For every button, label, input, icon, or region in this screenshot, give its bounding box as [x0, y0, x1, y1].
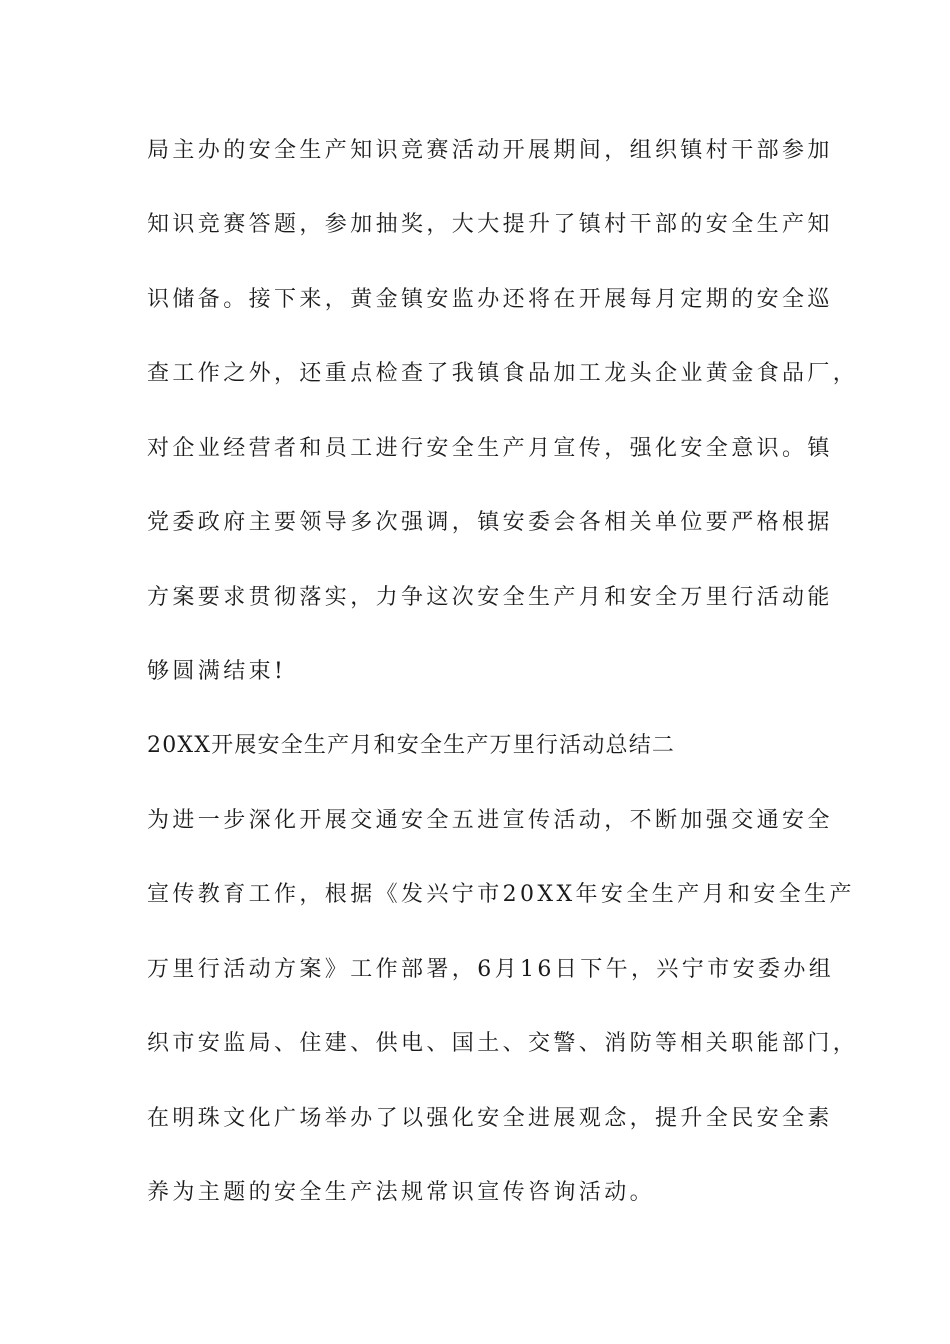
paragraph-line: 对企业经营者和员工进行安全生产月宣传，强化安全意识。镇: [147, 436, 833, 461]
paragraph-line: 为进一步深化开展交通安全五进宣传活动，不断加强交通安全: [147, 808, 833, 833]
paragraph-line: 万里行活动方案》工作部署，6月16日下午，兴宁市安委办组: [147, 957, 835, 982]
paragraph-line: 党委政府主要领导多次强调，镇安委会各相关单位要严格根据: [147, 510, 833, 535]
paragraph-line: 识储备。接下来，黄金镇安监办还将在开展每月定期的安全巡: [147, 287, 833, 312]
paragraph-line: 知识竞赛答题，参加抽奖，大大提升了镇村干部的安全生产知: [147, 212, 833, 237]
section-heading: 20XX开展安全生产月和安全生产万里行活动总结二: [147, 733, 676, 758]
paragraph-line: 养为主题的安全生产法规常识宣传咨询活动。: [147, 1180, 656, 1205]
paragraph-line: 方案要求贯彻落实，力争这次安全生产月和安全万里行活动能: [147, 585, 833, 610]
paragraph-line: 够圆满结束!: [147, 659, 287, 684]
paragraph-line: 织市安监局、住建、供电、国土、交警、消防等相关职能部门，: [147, 1031, 859, 1056]
paragraph-line: 查工作之外，还重点检查了我镇食品加工龙头企业黄金食品厂，: [147, 361, 859, 386]
paragraph-line: 宣传教育工作，根据《发兴宁市20XX年安全生产月和安全生产: [147, 882, 855, 907]
paragraph-line: 局主办的安全生产知识竞赛活动开展期间，组织镇村干部参加: [147, 138, 833, 163]
paragraph-line: 在明珠文化广场举办了以强化安全进展观念，提升全民安全素: [147, 1106, 833, 1131]
